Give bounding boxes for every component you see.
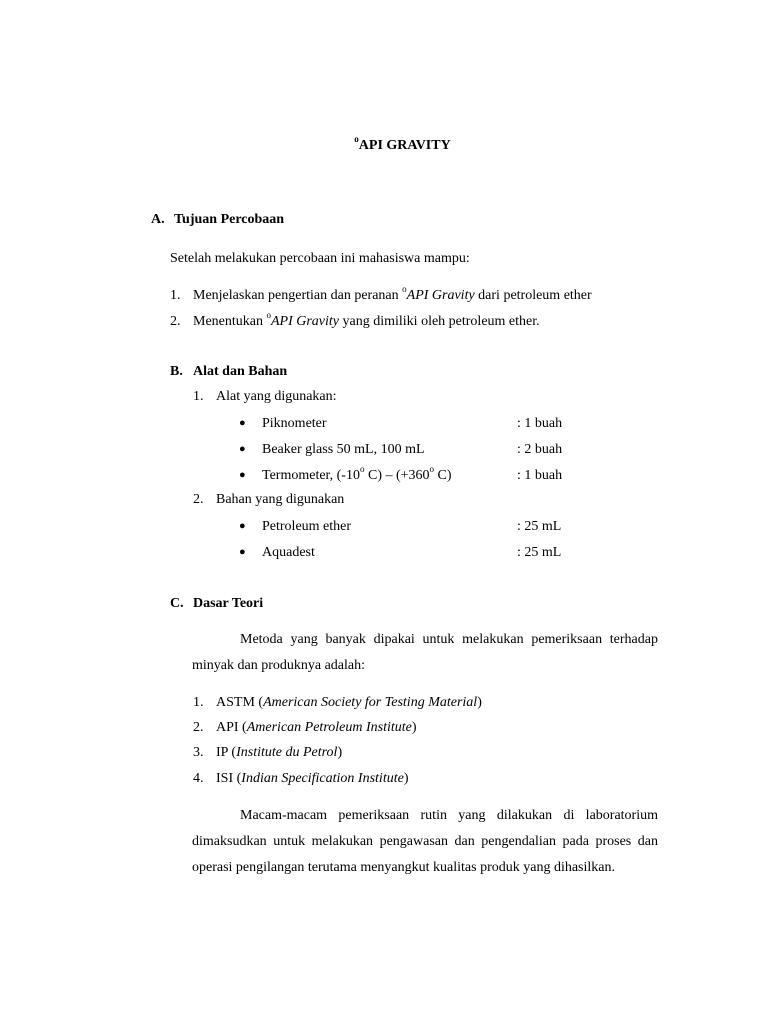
alat-item-qty: : 2 buah <box>517 442 563 457</box>
alat-item-name: Piknometer <box>262 416 327 431</box>
bullet-icon: ● <box>239 443 246 455</box>
method-4: ISI (Indian Specification Institute) <box>216 771 409 786</box>
page-title: $^o$API GRAVITY <box>354 134 451 153</box>
dasar-teori-paragraph-1: Metoda yang banyak dipakai untuk melakukan pemeriksaan terhadap minyak dan produknya adalah: <box>192 632 658 673</box>
method-3: IP (Institute du Petrol) <box>216 745 343 760</box>
method-4-number: 4. <box>193 771 204 786</box>
section-a-letter: A. <box>151 212 165 227</box>
bahan-item-qty: : 25 mL <box>517 519 562 534</box>
objective-2-number: 2. <box>170 314 181 329</box>
alat-heading-number: 1. <box>193 389 204 404</box>
section-c-letter: C. <box>170 596 184 611</box>
alat-item-qty: : 1 buah <box>517 468 563 483</box>
method-1: ASTM (American Society for Testing Material) <box>216 695 482 710</box>
bullet-icon: ● <box>239 520 246 532</box>
alat-item-name: Beaker glass 50 mL, 100 mL <box>262 442 425 457</box>
bahan-item-qty: : 25 mL <box>517 545 562 560</box>
bahan-heading-number: 2. <box>193 492 204 507</box>
dasar-teori-paragraph-2: Macam-macam pemeriksaan rutin yang dilakukan di laboratorium dimaksudkan untuk melakukan pengawasan dan pengendalian pada proses dan operasi pengilangan terutama menyangkut kualitas produk yang dihasilkan. <box>192 808 658 875</box>
alat-heading: Alat yang digunakan: <box>216 389 337 404</box>
section-c-heading: Dasar Teori <box>193 596 264 611</box>
alat-item-name: Termometer, (-10$^o$ $C) - (+360^o$ C) <box>262 464 452 483</box>
section-b-heading: Alat dan Bahan <box>193 364 288 379</box>
bahan-item-name: Aquadest <box>262 545 315 560</box>
objective-1: Menjelaskan pengertian dan peranan $^o$API Gravity dari petroleum ether <box>193 284 592 303</box>
method-2-number: 2. <box>193 720 204 735</box>
bullet-icon: ● <box>239 546 246 558</box>
method-3-number: 3. <box>193 745 204 760</box>
bahan-item-name: Petroleum ether <box>262 519 352 534</box>
section-a-heading: Tujuan Percobaan <box>174 212 285 227</box>
objective-1-number: 1. <box>170 288 181 303</box>
method-1-number: 1. <box>193 695 204 710</box>
section-b-letter: B. <box>170 364 183 379</box>
objective-2: Menentukan $^o$API Gravity yang dimiliki oleh petroleum ether. <box>193 310 540 329</box>
bahan-heading: Bahan yang digunakan <box>216 492 345 507</box>
bullet-icon: ● <box>239 469 246 481</box>
bullet-icon: ● <box>239 417 246 429</box>
section-a-intro: Setelah melakukan percobaan ini mahasiswa mampu: <box>170 251 470 266</box>
method-2: API (American Petroleum Institute) <box>216 720 417 735</box>
degree-mark: o <box>354 134 359 145</box>
alat-item-qty: : 1 buah <box>517 416 563 431</box>
